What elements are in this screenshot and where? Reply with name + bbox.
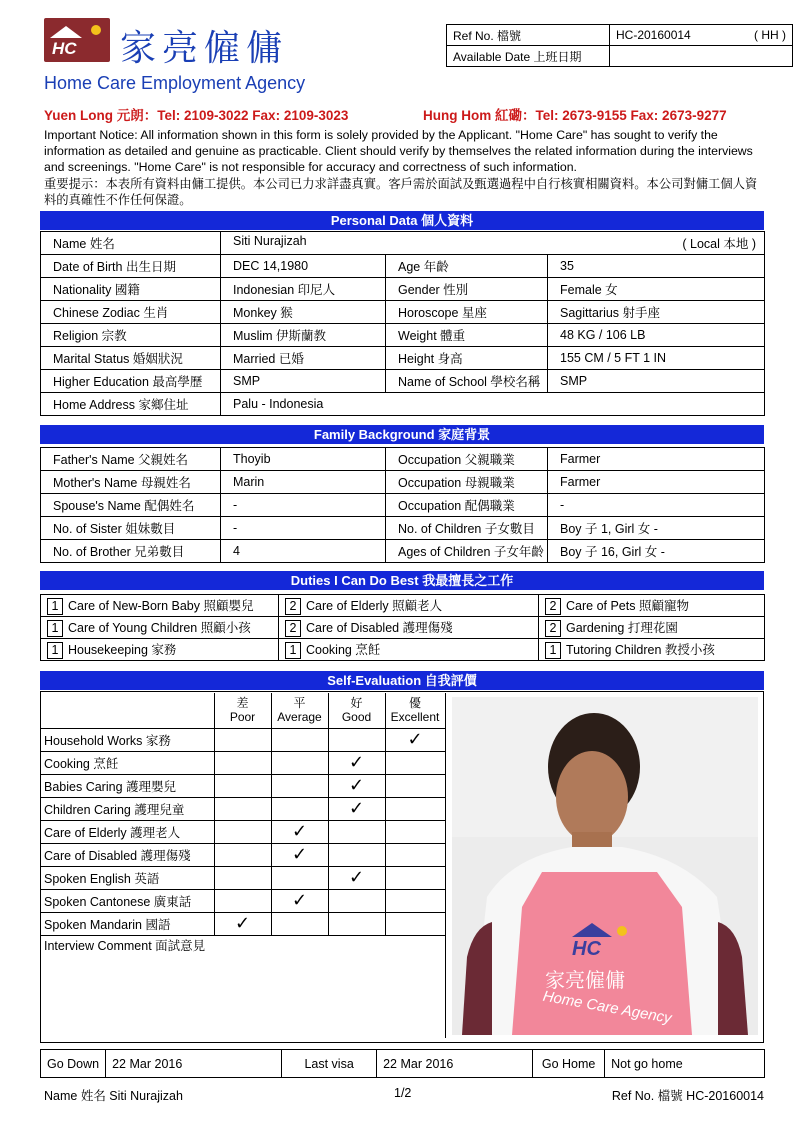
check-icon: ✓ xyxy=(328,751,385,774)
check-icon: ✓ xyxy=(271,820,328,843)
field-label: Horoscope 星座 xyxy=(386,301,548,324)
field-label: Nationality 國籍 xyxy=(41,278,221,301)
eval-skill-label: Children Caring 護理兒童 xyxy=(40,797,214,820)
table-row xyxy=(41,1050,765,1078)
check-icon: ✓ xyxy=(328,774,385,797)
evaluation-table xyxy=(40,693,446,1038)
header-en: Excellent xyxy=(390,710,440,725)
duty-rank: 1 xyxy=(285,642,301,659)
branch-yuen-long: Yuen Long 元朗：Tel: 2109-3022 Fax: 2109-3023 xyxy=(44,108,349,123)
check-icon: ✓ xyxy=(214,912,271,935)
field-value: 35 xyxy=(548,255,765,278)
table-row xyxy=(41,347,765,370)
family-table xyxy=(40,447,765,563)
duty-item xyxy=(539,617,765,639)
field-value: 155 CM / 5 FT 1 IN xyxy=(548,347,765,370)
self-evaluation-header: Self-Evaluation 自我評價 xyxy=(40,671,764,690)
duty-item xyxy=(279,617,539,639)
duty-label: Gardening 打理花園 xyxy=(566,621,678,635)
check-icon: ✓ xyxy=(271,843,328,866)
field-label: Date of Birth 出生日期 xyxy=(41,255,221,278)
duty-label: Cooking 烹飪 xyxy=(306,643,381,657)
rating-cell xyxy=(385,774,445,797)
duty-label: Housekeeping 家務 xyxy=(68,643,177,657)
eval-skill-label: Care of Elderly 護理老人 xyxy=(40,820,214,843)
field-value: SMP xyxy=(221,370,386,393)
field-label: Chinese Zodiac 生肖 xyxy=(41,301,221,324)
duties-table xyxy=(40,594,765,661)
apron-en-text: Home Care Agency xyxy=(541,987,673,1028)
rating-cell xyxy=(214,889,271,912)
table-row xyxy=(41,471,765,494)
available-date-value xyxy=(610,46,793,67)
rating-cell xyxy=(328,843,385,866)
eval-skill-label: Babies Caring 護理嬰兒 xyxy=(40,774,214,797)
table-row xyxy=(41,232,765,255)
rating-cell xyxy=(328,728,385,751)
field-value: Monkey 猴 xyxy=(221,301,386,324)
eval-skill-label: Spoken Cantonese 廣東話 xyxy=(40,889,214,912)
rating-cell xyxy=(214,728,271,751)
name-value xyxy=(221,232,765,255)
rating-cell xyxy=(214,820,271,843)
agency-name-cn: 家亮僱傭 xyxy=(120,28,289,69)
rating-cell xyxy=(385,866,445,889)
travel-table xyxy=(40,1049,765,1078)
apron-cn-text: 家亮僱傭 xyxy=(545,968,625,992)
field-value: Marin xyxy=(221,471,386,494)
table-row xyxy=(41,595,765,617)
header-cn: 平 xyxy=(293,696,306,711)
table-row xyxy=(41,255,765,278)
rating-cell xyxy=(271,912,328,935)
field-label: Higher Education 最高學歷 xyxy=(41,370,221,393)
rating-cell xyxy=(271,728,328,751)
go-down-label: Go Down xyxy=(41,1050,106,1078)
rating-cell xyxy=(214,866,271,889)
eval-skill-label: Care of Disabled 護理傷殘 xyxy=(40,843,214,866)
field-label: Mother's Name 母親姓名 xyxy=(41,471,221,494)
header-cn: 優 xyxy=(408,696,421,711)
notice-en: Important Notice: All information shown in this form is solely provided by the Applicant. "Home Care" has sought to verify the information as detailed and genuine as practicable. Client should verify by themselves the related information during the interviews and screenings. "Home Care" is not responsible for accuracy and correctness of such information. xyxy=(44,128,753,175)
footer-ref: Ref No. 檔號 HC-20160014 xyxy=(611,1089,764,1103)
available-date-label: Available Date 上班日期 xyxy=(447,46,610,67)
table-row xyxy=(40,866,445,889)
eval-skill-label: Household Works 家務 xyxy=(40,728,214,751)
duty-label: Care of Elderly 照顧老人 xyxy=(306,599,443,613)
header-excellent xyxy=(385,693,445,728)
go-home-value: Not go home xyxy=(605,1050,765,1078)
evaluation-body xyxy=(40,728,445,935)
field-label: Marital Status 婚姻狀況 xyxy=(41,347,221,370)
table-row xyxy=(40,935,445,1038)
ref-table xyxy=(446,24,793,67)
field-value: 48 KG / 106 LB xyxy=(548,324,765,347)
ref-suffix: ( HH ) xyxy=(754,28,786,42)
table-row xyxy=(40,820,445,843)
field-label: Religion 宗教 xyxy=(41,324,221,347)
last-visa-label: Last visa xyxy=(282,1050,377,1078)
table-row xyxy=(40,797,445,820)
table-row xyxy=(40,774,445,797)
address-value: Palu - Indonesia xyxy=(221,393,765,416)
interview-comment-label: Interview Comment 面試意見 xyxy=(44,938,206,953)
ref-label: Ref No. 檔號 xyxy=(447,25,610,46)
rating-cell xyxy=(214,843,271,866)
applicant-portrait-icon xyxy=(452,697,758,1035)
table-row xyxy=(41,517,765,540)
agency-name-en: Home Care Employment Agency xyxy=(44,73,306,93)
rating-cell xyxy=(385,843,445,866)
table-row xyxy=(40,912,445,935)
check-icon: ✓ xyxy=(385,728,445,751)
duty-label: Care of New-Born Baby 照顧嬰兒 xyxy=(68,599,254,613)
field-value: DEC 14,1980 xyxy=(221,255,386,278)
table-row xyxy=(41,448,765,471)
field-label: No. of Brother 兄弟數目 xyxy=(41,540,221,563)
field-value: Sagittarius 射手座 xyxy=(548,301,765,324)
applicant-photo xyxy=(452,697,758,1035)
field-label: Ages of Children 子女年齡 xyxy=(386,540,548,563)
header-poor xyxy=(214,693,271,728)
table-row xyxy=(41,301,765,324)
interview-comment xyxy=(40,935,445,1038)
rating-cell xyxy=(214,797,271,820)
footer-name: Name 姓名 Siti Nurajizah xyxy=(44,1089,183,1103)
eval-skill-label: Spoken English 英語 xyxy=(40,866,214,889)
field-value: SMP xyxy=(548,370,765,393)
header-en: Poor xyxy=(229,710,256,725)
table-row xyxy=(41,617,765,639)
apron-logo-text: HC xyxy=(572,938,601,960)
go-home-label: Go Home xyxy=(533,1050,605,1078)
go-down-value: 22 Mar 2016 xyxy=(106,1050,282,1078)
last-visa-value: 22 Mar 2016 xyxy=(377,1050,533,1078)
rating-cell xyxy=(214,751,271,774)
rating-cell xyxy=(385,912,445,935)
duties-header: Duties I Can Do Best 我最擅長之工作 xyxy=(40,571,764,590)
field-label: Age 年齡 xyxy=(386,255,548,278)
field-value: 4 xyxy=(221,540,386,563)
field-value: Boy 子 1, Girl 女 - xyxy=(548,517,765,540)
duty-item xyxy=(279,595,539,617)
table-row xyxy=(41,639,765,661)
rating-cell xyxy=(271,751,328,774)
field-label: Occupation 父親職業 xyxy=(386,448,548,471)
table-row xyxy=(40,751,445,774)
table-row xyxy=(41,494,765,517)
field-value: Muslim 伊斯蘭教 xyxy=(221,324,386,347)
field-value: Farmer xyxy=(548,471,765,494)
field-value: Married 已婚 xyxy=(221,347,386,370)
table-row xyxy=(41,324,765,347)
table-row xyxy=(41,540,765,563)
duty-item xyxy=(279,639,539,661)
personal-data-table xyxy=(40,231,765,416)
header-good xyxy=(328,693,385,728)
rating-cell xyxy=(271,774,328,797)
personal-data-header: Personal Data 個人資料 xyxy=(40,211,764,230)
field-label: Occupation 母親職業 xyxy=(386,471,548,494)
applicant-name: Siti Nurajizah xyxy=(233,234,307,248)
duty-label: Care of Disabled 護理傷殘 xyxy=(306,621,453,635)
field-label: Spouse's Name 配偶姓名 xyxy=(41,494,221,517)
field-value: Farmer xyxy=(548,448,765,471)
duty-rank: 2 xyxy=(545,598,561,615)
ref-value xyxy=(610,25,793,46)
branch-hung-hom: Hung Hom 紅磡：Tel: 2673-9155 Fax: 2673-9277 xyxy=(423,108,727,123)
rating-cell xyxy=(385,797,445,820)
check-icon: ✓ xyxy=(271,889,328,912)
duty-rank: 2 xyxy=(545,620,561,637)
field-label: Weight 體重 xyxy=(386,324,548,347)
header-average xyxy=(271,693,328,728)
eval-skill-label: Spoken Mandarin 國語 xyxy=(40,912,214,935)
field-label: Father's Name 父親姓名 xyxy=(41,448,221,471)
rating-cell xyxy=(385,751,445,774)
rating-cell xyxy=(214,774,271,797)
duty-rank: 1 xyxy=(47,620,63,637)
table-row xyxy=(40,889,445,912)
ref-number: HC-20160014 xyxy=(616,28,691,42)
table-row xyxy=(40,843,445,866)
field-value: - xyxy=(221,517,386,540)
field-value: - xyxy=(221,494,386,517)
duty-item xyxy=(41,639,279,661)
field-value: Thoyib xyxy=(221,448,386,471)
table-row xyxy=(41,278,765,301)
eval-skill-label: Cooking 烹飪 xyxy=(40,751,214,774)
check-icon: ✓ xyxy=(328,797,385,820)
duty-rank: 1 xyxy=(47,598,63,615)
field-label: Occupation 配偶職業 xyxy=(386,494,548,517)
header-en: Average xyxy=(277,710,322,725)
field-label: Name of School 學校名稱 xyxy=(386,370,548,393)
field-value: - xyxy=(548,494,765,517)
house-logo-icon xyxy=(44,18,110,62)
check-icon: ✓ xyxy=(328,866,385,889)
duty-item xyxy=(41,595,279,617)
rating-cell xyxy=(328,912,385,935)
duty-item xyxy=(41,617,279,639)
eval-corner xyxy=(40,693,214,728)
rating-cell xyxy=(271,866,328,889)
rating-cell xyxy=(385,889,445,912)
table-row xyxy=(40,693,445,728)
field-value: Boy 子 16, Girl 女 - xyxy=(548,540,765,563)
duty-label: Tutoring Children 教授小孩 xyxy=(566,643,715,657)
duty-rank: 2 xyxy=(285,620,301,637)
table-row xyxy=(41,370,765,393)
field-label: No. of Sister 姐妹數目 xyxy=(41,517,221,540)
table-row xyxy=(40,728,445,751)
field-value: Indonesian 印尼人 xyxy=(221,278,386,301)
address-label: Home Address 家鄉住址 xyxy=(41,393,221,416)
duty-rank: 1 xyxy=(47,642,63,659)
duty-item xyxy=(539,595,765,617)
important-notice xyxy=(44,127,764,208)
header-cn: 差 xyxy=(236,696,249,711)
rating-cell xyxy=(328,820,385,843)
duty-label: Care of Young Children 照顧小孩 xyxy=(68,621,251,635)
duty-rank: 2 xyxy=(285,598,301,615)
header-cn: 好 xyxy=(350,696,363,711)
page-number: 1/2 xyxy=(394,1086,412,1100)
field-label: Height 身高 xyxy=(386,347,548,370)
agency-logo xyxy=(44,18,110,62)
duty-rank: 1 xyxy=(545,642,561,659)
field-label: Gender 性別 xyxy=(386,278,548,301)
duty-label: Care of Pets 照顧寵物 xyxy=(566,599,689,613)
name-label: Name 姓名 xyxy=(41,232,221,255)
duty-item xyxy=(539,639,765,661)
rating-cell xyxy=(271,797,328,820)
notice-cn: 重要提示：本表所有資料由傭工提供。本公司已力求詳盡真實。客戶需於面試及甄選過程中自行核實相關資料。本公司對傭工個人資料的真確性不作任何保證。 xyxy=(44,176,758,207)
family-background-header: Family Background 家庭背景 xyxy=(40,425,764,444)
rating-cell xyxy=(385,820,445,843)
field-label: No. of Children 子女數目 xyxy=(386,517,548,540)
table-row xyxy=(41,393,765,416)
field-value: Female 女 xyxy=(548,278,765,301)
header-en: Good xyxy=(341,710,372,725)
rating-cell xyxy=(328,889,385,912)
local-badge: ( Local 本地 ) xyxy=(682,237,756,251)
logo-text: HC xyxy=(52,39,77,58)
